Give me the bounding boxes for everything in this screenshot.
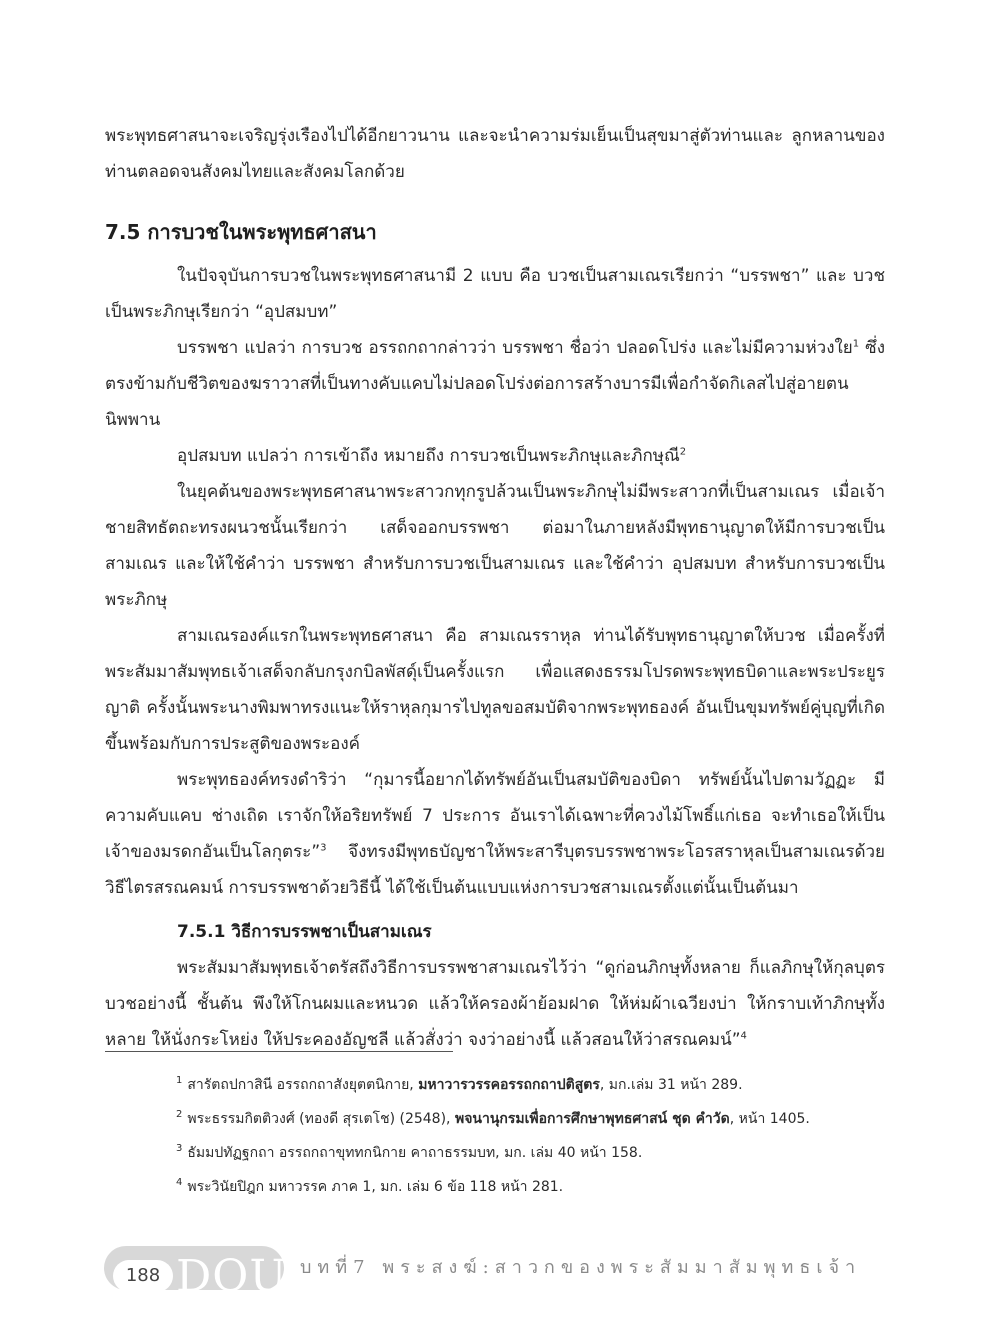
footnote-ref-1[interactable]: 1 [852, 338, 860, 350]
paragraph-banpacha [105, 330, 885, 438]
footnote-text-end: , หน้า 1405. [729, 1111, 810, 1127]
paragraph-banpacha-continued: ซึ่งตรงข้ามกับชีวิตของฆราวาสที่เป็นทางคับแคบไม่ปลอดโปร่งต่อการสร้างบารมีเพื่อกำจัดกิเลสไปสู่อายตนนิพพาน [105, 338, 885, 430]
footnote-divider [105, 1051, 453, 1052]
footnote-text: สารัตถปกาสินี อรรถกถาสังยุตตนิกาย, [187, 1077, 419, 1093]
footnote-ref-2[interactable]: 2 [679, 446, 687, 458]
paragraph-first-novice: สามเณรองค์แรกในพระพุทธศาสนา คือ สามเณรราหุล ท่านได้รับพุทธานุญาตให้บวช เมื่อครั้งที่พระสัมมาสัมพุทธเจ้าเสด็จกลับกรุงกบิลพัสดุ์เป็นครั้งแรก เพื่อแสดงธรรมโปรดพระพุทธบิดาและพระประยูรญาติ ครั้งนั้นพระนางพิมพาทรงแนะให้ราหุลกุมารไปทูลขอสมบัติจากพระพุทธองค์ อันเป็นขุมทรัพย์คู่บุญที่เกิดขึ้นพร้อมกับการประสูติของพระองค์ [105, 626, 885, 754]
intro-paragraph: พระพุทธศาสนาจะเจริญรุ่งเรืองไปได้อีกยาวนาน และจะนำความร่มเย็นเป็นสุขมาสู่ตัวท่านและ ลูกหลานของท่านตลอดจนสังคมไทยและสังคมโลกด้วย [105, 126, 885, 182]
footnotes-list [176, 1068, 896, 1204]
footnote-item [176, 1068, 896, 1102]
footnote-ref-3[interactable]: 3 [320, 842, 327, 854]
paragraph-upasampada [105, 438, 885, 474]
paragraph-buddha-speech-text: พระพุทธองค์ทรงดำริว่า “กุมารนี้อยากได้ทรัพย์อันเป็นสมบัติของบิดา ทรัพย์นั้นไปตามวัฏฏะ มีความคับแคบ ช่างเถิด เราจักให้อริยทรัพย์ 7 ประการ อันเราได้เฉพาะที่ควงไม้โพธิ์แก่เธอ จะทำเธอให้เป็นเจ้าของมรดกอันเป็นโลกุตระ” [105, 770, 885, 862]
intro-paragraph-block [105, 118, 885, 190]
footnote-number: 1 [176, 1075, 183, 1087]
footnote-text-end: , มก.เล่ม 31 หน้า 289. [599, 1077, 743, 1093]
dou-logo: DOU [176, 1251, 288, 1302]
footnote-item [176, 1170, 896, 1204]
footnote-text: ธัมมปทัฏฐกถา อรรถกถาขุททกนิกาย คาถาธรรมบท, มก. เล่ม 40 หน้า 158. [187, 1145, 643, 1161]
page-number: 188 [113, 1260, 173, 1292]
paragraph-buddha-speech-continued: จึงทรงมีพุทธบัญชาให้พระสารีบุตรบรรพชาพระโอรสราหุลเป็นสามเณรด้วยวิธีไตรสรณคมน์ การบรรพชาด้วยวิธีนี้ ได้ใช้เป็นต้นแบบแห่งการบวชสามเณรตั้งแต่นั้นเป็นต้นมา [105, 842, 885, 898]
page-footer [104, 1238, 904, 1302]
footnote-item [176, 1102, 896, 1136]
paragraph-ordination-types: ในปัจจุบันการบวชในพระพุทธศาสนามี 2 แบบ คือ บวชเป็นสามเณรเรียกว่า “บรรพชา” และ บวชเป็นพระภิกษุเรียกว่า “อุปสมบท” [105, 266, 885, 322]
dou-badge [104, 1246, 288, 1302]
paragraph-ordination-method [105, 950, 885, 1058]
chapter-title: บทที่7 พระสงฆ์:สาวกของพระสัมมาสัมพุทธเจ้า [300, 1257, 862, 1278]
footnote-text: พระวินัยปิฎก มหาวรรค ภาค 1, มก. เล่ม 6 ข้อ 118 หน้า 281. [187, 1179, 564, 1195]
paragraph-ordination-method-text: พระสัมมาสัมพุทธเจ้าตรัสถึงวิธีการบรรพชาสามเณรไว้ว่า “ดูก่อนภิกษุทั้งหลาย ก็แลภิกษุให้กุลบุตรบวชอย่างนี้ ชั้นต้น พึงให้โกนผมและหนวด แล้วให้ครองผ้าย้อมฝาด ให้ห่มผ้าเฉวียงบ่า ให้กราบเท้าภิกษุทั้งหลาย ให้นั่งกระโหย่ง ให้ประคองอัญชลี แล้วสั่งว่า จงว่าอย่างนี้ แล้วสอนให้ว่าสรณคมน์” [105, 958, 885, 1050]
footnote-number: 4 [176, 1177, 183, 1189]
paragraph-early-buddhism: ในยุคต้นของพระพุทธศาสนาพระสาวกทุกรูปล้วนเป็นพระภิกษุไม่มีพระสาวกที่เป็นสามเณร เมื่อเจ้าชายสิทธัตถะทรงผนวชนั้นเรียกว่า เสด็จออกบรรพชา ต่อมาในภายหลังมีพุทธานุญาตให้มีการบวชเป็นสามเณร และให้ใช้คำว่า บรรพชา สำหรับการบวชเป็นสามเณร และใช้คำว่า อุปสมบท สำหรับการบวชเป็นพระภิกษุ [105, 482, 885, 610]
footnote-number: 2 [176, 1109, 183, 1121]
footnote-text: พระธรรมกิตติวงศ์ (ทองดี สุรเตโช) (2548), [187, 1111, 455, 1127]
footnote-number: 3 [176, 1143, 183, 1155]
footnote-ref-4[interactable]: 4 [740, 1030, 747, 1042]
footnote-title: มหาวารวรรคอรรถกถาปติสูตร [418, 1077, 600, 1093]
paragraph-buddha-speech [105, 762, 885, 906]
footnote-title: พจนานุกรมเพื่อการศึกษาพุทธศาสน์ ชุด คำวัด [454, 1111, 730, 1127]
section-body [105, 258, 885, 1058]
paragraph-upasampada-text: อุปสมบท แปลว่า การเข้าถึง หมายถึง การบวชเป็นพระภิกษุและภิกษุณี [177, 446, 680, 466]
footnote-item [176, 1136, 896, 1170]
paragraph-banpacha-text: บรรพชา แปลว่า การบวช อรรถกถากล่าวว่า บรรพชา ชื่อว่า ปลอดโปร่ง และไม่มีความห่วงใย [177, 338, 853, 358]
subsection-heading: 7.5.1 วิธีการบรรพชาเป็นสามเณร [177, 922, 432, 942]
section-heading: 7.5 การบวชในพระพุทธศาสนา [105, 220, 377, 244]
